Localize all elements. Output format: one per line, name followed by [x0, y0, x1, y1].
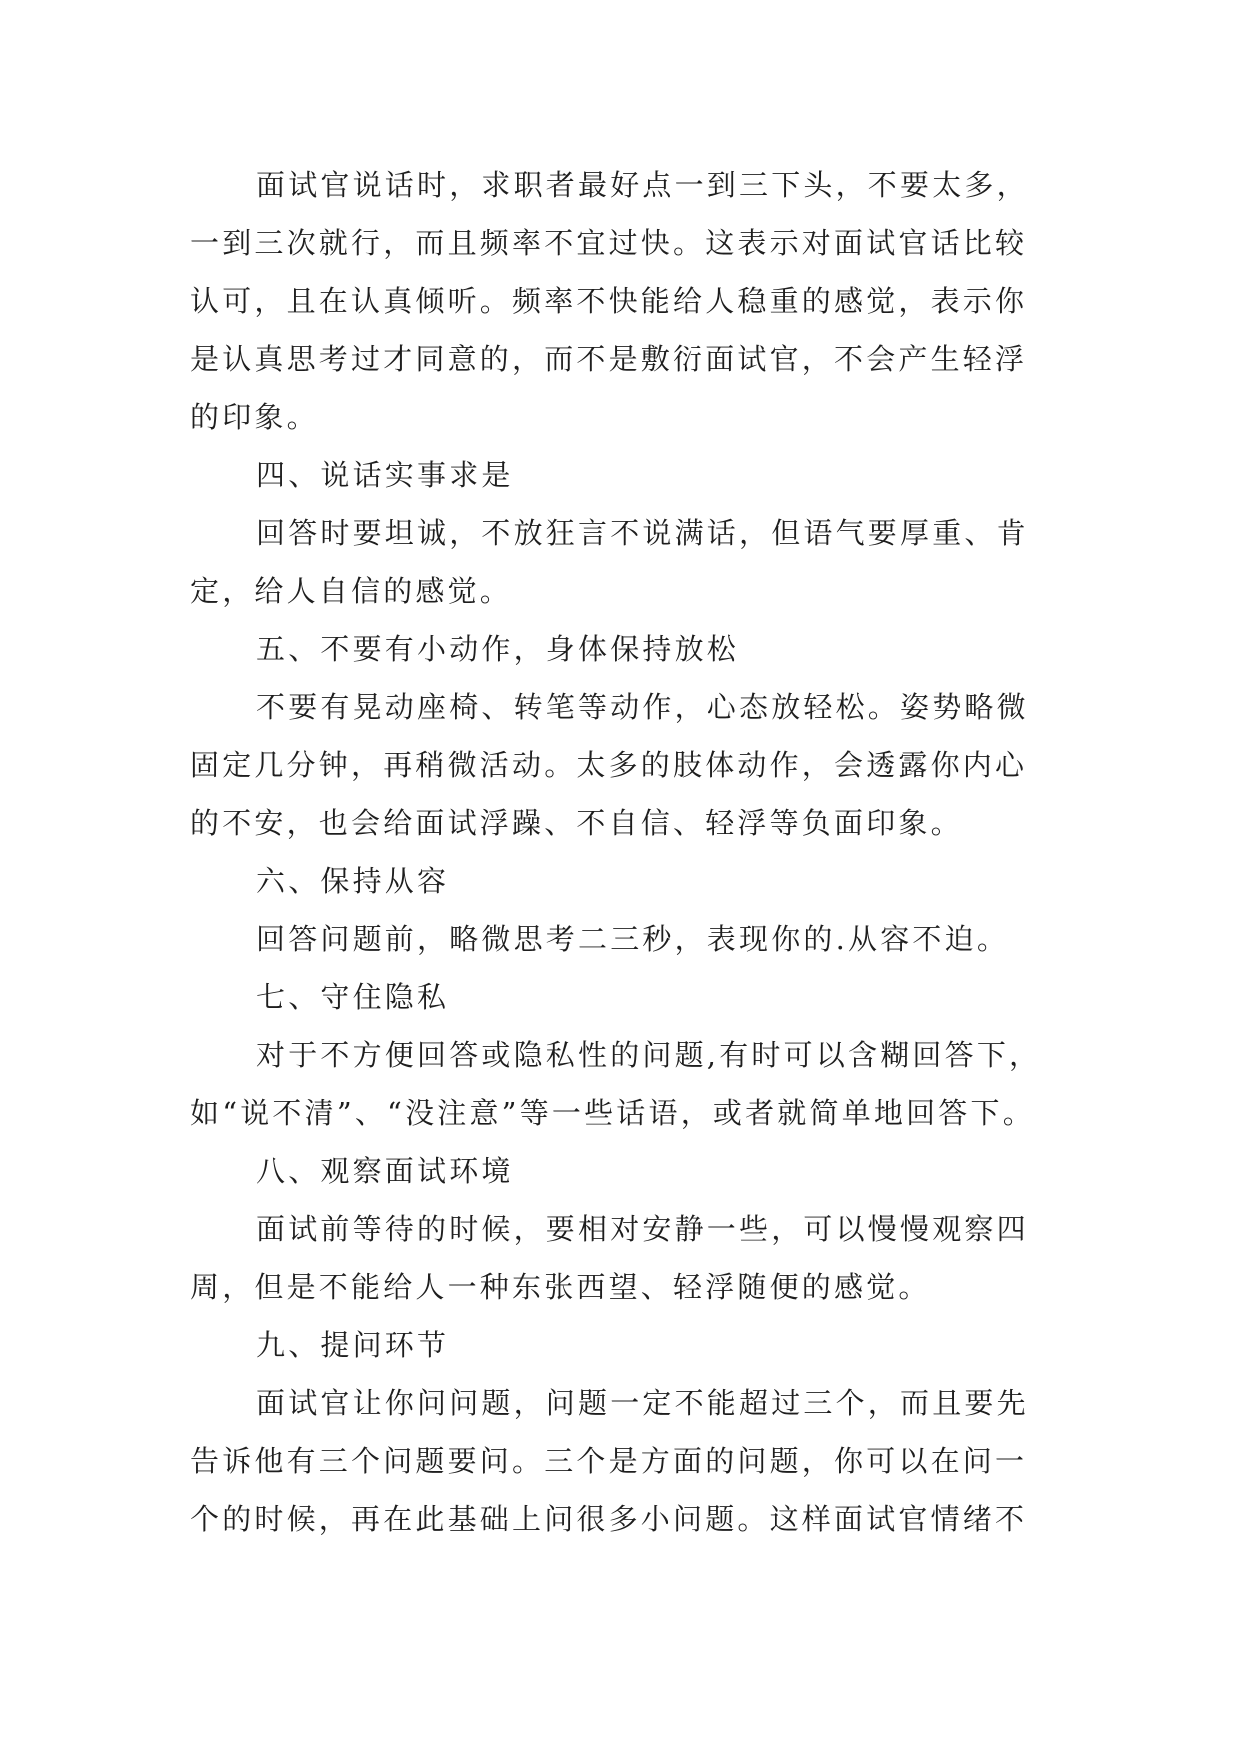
paragraph-line: 面试前等待的时候，要相对安静一些，可以慢慢观察四 [256, 1212, 1029, 1246]
paragraph-line: 定，给人自信的感觉。 [190, 574, 513, 608]
paragraph-line: 一到三次就行，而且频率不宜过快。这表示对面试官话比较 [190, 226, 1028, 260]
paragraph-line: 告诉他有三个问题要问。三个是方面的问题，你可以在问一 [190, 1444, 1028, 1478]
section-heading: 四、说话实事求是 [256, 458, 514, 492]
paragraph-line: 不要有晃动座椅、转笔等动作，心态放轻松。姿势略微 [256, 690, 1029, 724]
paragraph-line: 面试官让你问问题，问题一定不能超过三个，而且要先 [256, 1386, 1029, 1420]
section-heading: 五、不要有小动作，身体保持放松 [256, 632, 740, 666]
paragraph-line: 固定几分钟，再稍微活动。太多的肢体动作，会透露你内心 [190, 748, 1028, 782]
paragraph-line: 个的时候，再在此基础上问很多小问题。这样面试官情绪不 [190, 1502, 1028, 1536]
paragraph-line: 的印象。 [190, 400, 319, 434]
paragraph-line: 如“说不清”、“没注意”等一些话语，或者就简单地回答下。 [190, 1096, 1035, 1130]
paragraph-line: 对于不方便回答或隐私性的问题,有时可以含糊回答下， [256, 1038, 1042, 1072]
document-body [190, 156, 1060, 1548]
section-heading: 七、守住隐私 [256, 980, 450, 1014]
paragraph-line: 的不安，也会给面试浮躁、不自信、轻浮等负面印象。 [190, 806, 963, 840]
paragraph-line: 回答问题前，略微思考二三秒，表现你的.从容不迫。 [256, 922, 1010, 956]
section-heading: 八、观察面试环境 [256, 1154, 514, 1188]
section-heading: 六、保持从容 [256, 864, 450, 898]
paragraph-line: 认可，且在认真倾听。频率不快能给人稳重的感觉，表示你 [190, 284, 1028, 318]
paragraph-line: 是认真思考过才同意的，而不是敷衍面试官，不会产生轻浮 [190, 342, 1028, 376]
paragraph-line: 面试官说话时，求职者最好点一到三下头，不要太多， [256, 168, 1029, 202]
paragraph-line: 回答时要坦诚，不放狂言不说满话，但语气要厚重、肯 [256, 516, 1029, 550]
section-heading: 九、提问环节 [256, 1328, 450, 1362]
paragraph-line: 周，但是不能给人一种东张西望、轻浮随便的感觉。 [190, 1270, 931, 1304]
